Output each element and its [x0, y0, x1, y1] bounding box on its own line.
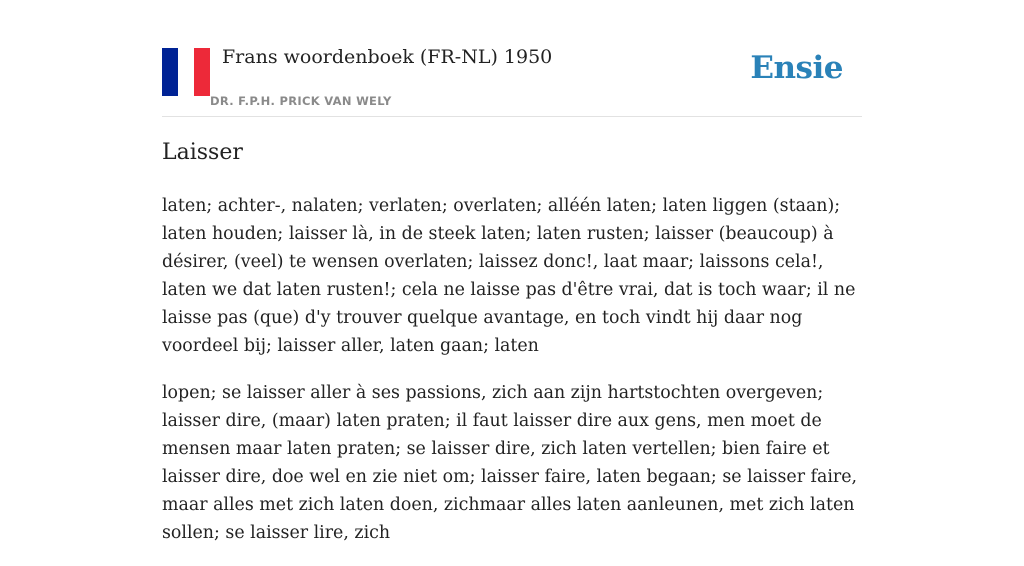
entry-definition	[162, 192, 867, 566]
dictionary-card	[162, 0, 862, 543]
flag-stripe-white	[178, 48, 194, 96]
dictionary-title[interactable]: Frans woordenboek (FR-NL) 1950	[222, 46, 553, 68]
france-flag-icon	[162, 48, 210, 96]
flag-stripe-blue	[162, 48, 178, 96]
definition-paragraph: laten; achter-, nalaten; verlaten; overlaten; alléén laten; laten liggen (staan); laten houden; laisser là, in de steek laten; laten rusten; laisser (beaucoup) à désirer, (veel) te wensen overlaten; laissez donc!, laat maar; laissons cela!, laten we dat laten rusten!; cela ne laisse pas d'être vrai, dat is toch waar; il ne laisse pas (que) d'y trouver quelque avantage, en toch vindt hij daar nog voordeel bij; laisser aller, laten gaan; laten	[162, 196, 856, 356]
flag-stripe-red	[194, 48, 210, 96]
definition-paragraph: lopen; se laisser aller à ses passions, zich aan zijn hartstochten overgeven; laisser dire, (maar) laten praten; il faut laisser dire aux gens, men moet de mensen maar laten praten; se laisser dire, zich laten vertellen; bien faire et laisser dire, doe wel en zie niet om; laisser faire, laten begaan; se laisser faire, maar alles met zich laten doen, zichmaar alles laten aanleunen, met zich laten sollen; se laisser lire, zich	[162, 383, 858, 543]
ensie-logo[interactable]: Ensie	[750, 50, 843, 86]
dictionary-header	[162, 44, 862, 117]
dictionary-author: DR. F.P.H. PRICK VAN WELY	[210, 94, 392, 108]
entry-headword: Laisser	[162, 140, 243, 165]
